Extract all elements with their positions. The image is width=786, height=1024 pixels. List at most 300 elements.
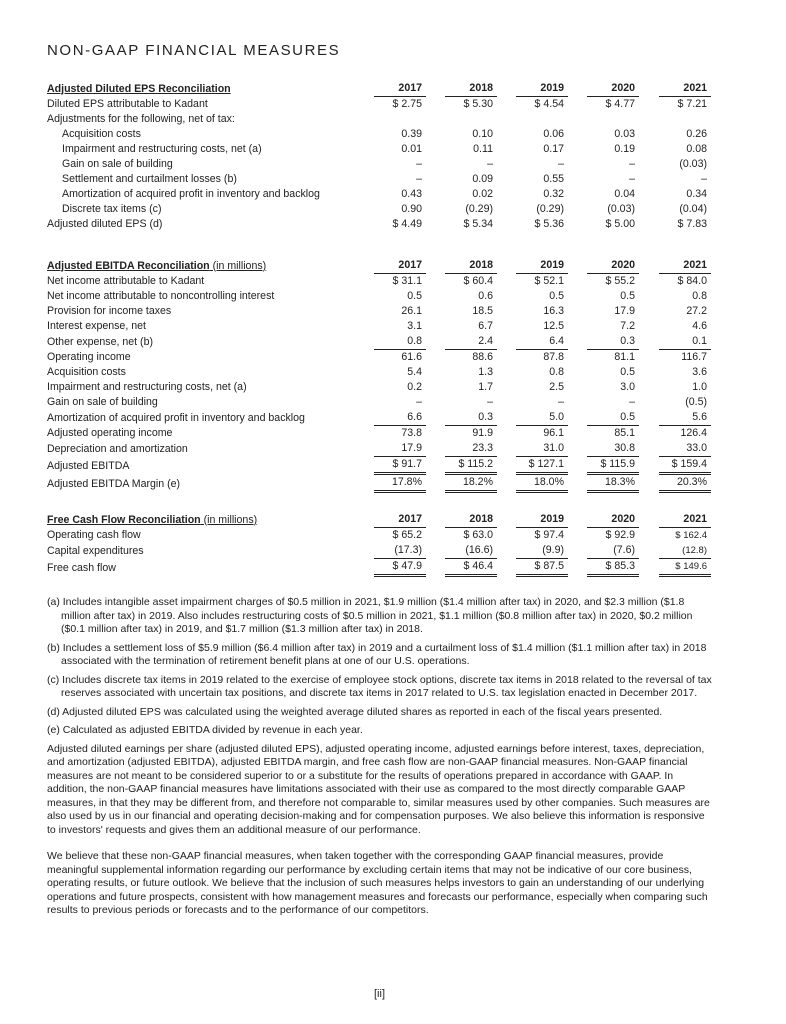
row-label: Operating cash flow (47, 529, 141, 541)
value-text: (9.9) (516, 543, 568, 559)
value-text: 126.4 (680, 427, 707, 439)
value-text: $ 115.9 (587, 457, 639, 475)
cell-value (568, 142, 639, 157)
non-gaap-definition-paragraph: Adjusted diluted earnings per share (adjusted diluted EPS), adjusted operating income, adjusted earnings before interest, taxes, depreciation, and amortization (adjusted EBITDA), adjusted EBITDA margin, and free cash flow are non-GAAP financial measures. Non-GAAP financial measures are not meant to be considered superior to or a substitute for the results of operations prepared in accordance with GAAP. In addition, the non-GAAP financial measures have limitations associated with their use as compared to the most directly comparable GAAP measures, in that they may be different from, and therefore not comparable to, similar measures used by other companies. Such measures are also used by us in our financial and operating decision-making and for compensation purposes. We also believe this information is responsive to investors' requests and gives them an additional measure of our performance. (47, 742, 710, 836)
value-text: 31.0 (516, 441, 568, 457)
value-text: 27.2 (686, 305, 707, 317)
value-text: 4.6 (692, 320, 707, 332)
cell-value (355, 441, 426, 457)
value-text: $ 65.2 (392, 529, 422, 541)
year-header (426, 512, 497, 528)
cell-value (497, 172, 568, 187)
value-text: 0.39 (401, 128, 422, 140)
row-label: Free cash flow (47, 561, 116, 574)
row-label: Settlement and curtailment losses (b) (62, 173, 237, 185)
value-text: – (629, 396, 635, 408)
value-text: 0.5 (587, 410, 639, 426)
footnote-b: (b) Includes a settlement loss of $5.9 million ($6.4 million after tax) in 2019 and a curtailment loss of $1.4 million ($1.1 million after tax) in 2018 associated with the termination of retirement benefit plans at one of our U.S. operations. (47, 641, 707, 667)
cell-value (355, 97, 426, 112)
value-text: – (558, 158, 564, 170)
value-text: 0.17 (543, 143, 564, 155)
cell-value (568, 528, 639, 543)
table-row (47, 543, 711, 559)
table-title: Free Cash Flow Reconciliation (47, 513, 201, 526)
cell-value (355, 217, 426, 232)
value-text: – (629, 173, 635, 185)
cell-value (639, 395, 711, 410)
table-units: (in millions) (209, 259, 267, 272)
cell-value (639, 457, 711, 475)
value-text: $ 85.3 (587, 559, 639, 577)
cell-value (355, 528, 426, 543)
cell-value (426, 395, 497, 410)
cell-value (355, 350, 426, 365)
cell-value (497, 334, 568, 350)
cell-value (426, 457, 497, 475)
value-text: $ 7.21 (677, 98, 707, 110)
year-header (497, 512, 568, 528)
cell-value (568, 172, 639, 187)
cell-value (355, 457, 426, 475)
value-text: $ 7.83 (677, 218, 707, 230)
cell-value (639, 142, 711, 157)
value-text: 17.8% (374, 475, 426, 493)
year-label: 2017 (374, 258, 426, 274)
year-header (355, 81, 426, 97)
value-text: – (487, 158, 493, 170)
cell-value (497, 559, 568, 577)
value-text: 0.5 (620, 290, 635, 302)
cell-value (355, 142, 426, 157)
footnote-a: (a) Includes intangible asset impairment charges of $0.5 million in 2021, $1.9 million ($1.4 million after tax) in 2020, and $2.3 million ($1.8 million after tax) in 2019. Also includes restructuring costs of $0.5 million in 2021, $1.1 million ($0.8 million after tax) in 2020, $0.2 million ($0.1 million after tax) in 2019, and $1.7 million ($1.3 million after tax) in 2018. (47, 596, 693, 635)
year-header (568, 81, 639, 97)
value-text: 2.5 (549, 381, 564, 393)
cell-value (426, 289, 497, 304)
table-header-row (47, 512, 711, 528)
cell-value (568, 441, 639, 457)
row-label: Depreciation and amortization (47, 442, 188, 455)
value-text: 0.09 (472, 173, 493, 185)
cell-value (355, 410, 426, 426)
cell-value (568, 112, 639, 127)
value-text: 0.03 (614, 128, 635, 140)
year-label: 2017 (374, 81, 426, 97)
value-text: $ 2.75 (392, 98, 422, 110)
value-text: 0.8 (692, 290, 707, 302)
cell-value (355, 289, 426, 304)
value-text: 30.8 (587, 441, 639, 457)
cell-value (355, 274, 426, 289)
table-title: Adjusted Diluted EPS Reconciliation (47, 82, 231, 95)
year-label: 2018 (445, 81, 497, 97)
year-header (568, 258, 639, 274)
value-text: 0.02 (472, 188, 493, 200)
page-number: [ii] (374, 988, 385, 1000)
value-text: (7.6) (587, 543, 639, 559)
row-label: Adjusted EBITDA (47, 459, 130, 472)
cell-value (497, 304, 568, 319)
year-label: 2018 (445, 258, 497, 274)
table-row (47, 304, 711, 319)
cell-value (497, 350, 568, 365)
cell-value (639, 334, 711, 350)
value-text: 18.2% (445, 475, 497, 493)
row-label: Diluted EPS attributable to Kadant (47, 98, 208, 110)
value-text: 5.6 (659, 410, 711, 426)
row-label: Capital expenditures (47, 544, 144, 557)
cell-value (568, 410, 639, 426)
cell-value (355, 127, 426, 142)
cell-value (426, 559, 497, 577)
value-text: 0.5 (620, 366, 635, 378)
value-text: 6.4 (516, 334, 568, 350)
table-row (47, 441, 711, 457)
value-text: (16.6) (445, 543, 497, 559)
value-text: – (416, 158, 422, 170)
value-text: 0.2 (407, 381, 422, 393)
cell-value (639, 157, 711, 172)
value-text: (17.3) (374, 543, 426, 559)
table-row (47, 217, 711, 232)
cell-value (568, 426, 639, 441)
value-text: $ 115.2 (445, 457, 497, 475)
year-label: 2020 (587, 81, 639, 97)
value-text: (0.29) (536, 203, 564, 215)
value-text: – (701, 173, 707, 185)
table-row (47, 457, 711, 475)
value-text: – (487, 396, 493, 408)
table-title: Adjusted EBITDA Reconciliation (47, 259, 210, 272)
value-text: (0.5) (685, 396, 707, 408)
table-row (47, 528, 711, 543)
table-header-row (47, 258, 711, 274)
value-text: 18.5 (472, 305, 493, 317)
value-text: (0.29) (465, 203, 493, 215)
value-text: 88.6 (472, 351, 493, 363)
cell-value (426, 334, 497, 350)
year-label: 2021 (659, 258, 711, 274)
cell-value (497, 319, 568, 334)
cell-value (568, 334, 639, 350)
cell-value (497, 127, 568, 142)
non-gaap-rationale-paragraph: We believe that these non-GAAP financial measures, when taken together with the corresponding GAAP financial measures, provide meaningful supplemental information regarding our performance by excluding certain items that may not be indicative of our core business, operating results, or future outlook. We believe that the inclusion of such measures helps investors to gain an understanding of our underlying operations and future prospects, consistent with how management measures and forecasts our performance, especially when comparing such results to previous periods or forecasts and to the performance of our competitors. (47, 850, 708, 916)
year-header (426, 81, 497, 97)
value-text: 85.1 (614, 427, 635, 439)
value-text: 16.3 (543, 305, 564, 317)
table-row (47, 559, 711, 577)
cell-value (355, 187, 426, 202)
cell-value (497, 112, 568, 127)
value-text: $ 159.4 (659, 457, 711, 475)
page-title: NON-GAAP FINANCIAL MEASURES (47, 42, 341, 59)
cell-value (497, 97, 568, 112)
row-label: Interest expense, net (47, 320, 146, 332)
row-label: Adjustments for the following, net of tax: (47, 113, 235, 125)
value-text: 0.90 (401, 203, 422, 215)
cell-value (639, 217, 711, 232)
footnote-c: (c) Includes discrete tax items in 2019 related to the exercise of employee stock options, discrete tax items in 2018 related to the reversal of tax reserves associated with uncertain tax positions, and discrete tax items in 2017 related to U.S. tax legislation enacted in December 2017. (47, 673, 712, 699)
table-row (47, 172, 711, 187)
year-header (639, 81, 711, 97)
cell-value (497, 528, 568, 543)
year-label: 2017 (374, 512, 426, 528)
cell-value (497, 142, 568, 157)
table-header-label (47, 512, 355, 528)
year-header (426, 258, 497, 274)
table-row (47, 202, 711, 217)
cell-value (568, 217, 639, 232)
cell-value (426, 441, 497, 457)
cell-value (426, 304, 497, 319)
row-label: Adjusted operating income (47, 427, 173, 439)
cell-value (426, 142, 497, 157)
value-text: 12.5 (543, 320, 564, 332)
value-text: 26.1 (401, 305, 422, 317)
table-row (47, 410, 711, 426)
row-label: Amortization of acquired profit in inventory and backlog (62, 188, 320, 200)
year-label: 2019 (516, 512, 568, 528)
year-label: 2021 (659, 512, 711, 528)
cell-value (639, 365, 711, 380)
row-label: Impairment and restructuring costs, net (a) (62, 143, 262, 155)
cell-value (426, 426, 497, 441)
value-text: (12.8) (659, 543, 711, 559)
value-text: $ 63.0 (463, 529, 493, 541)
cell-value (497, 441, 568, 457)
value-text: 23.3 (445, 441, 497, 457)
value-text: 20.3% (659, 475, 711, 493)
value-text: 87.8 (543, 351, 564, 363)
value-text: 0.8 (549, 366, 564, 378)
cell-value (639, 127, 711, 142)
table-row (47, 426, 711, 441)
value-text: $ 162.4 (675, 530, 707, 541)
cell-value (355, 395, 426, 410)
cell-value (497, 475, 568, 493)
table-units: (in millions) (200, 513, 258, 526)
cell-value (568, 304, 639, 319)
cell-value (355, 202, 426, 217)
cell-value (426, 157, 497, 172)
value-text: $ 55.2 (605, 275, 635, 287)
value-text: $ 91.7 (374, 457, 426, 475)
cell-value (639, 441, 711, 457)
value-text: 0.1 (659, 334, 711, 350)
cell-value (639, 202, 711, 217)
value-text: $ 60.4 (463, 275, 493, 287)
year-header (497, 258, 568, 274)
cell-value (639, 172, 711, 187)
value-text: 2.4 (445, 334, 497, 350)
cell-value (568, 202, 639, 217)
cell-value (639, 543, 711, 559)
value-text: (0.03) (679, 158, 707, 170)
table-header-label (47, 81, 355, 97)
cell-value (639, 528, 711, 543)
cell-value (497, 426, 568, 441)
cell-value (639, 289, 711, 304)
table-row (47, 274, 711, 289)
cell-value (355, 157, 426, 172)
value-text: 0.34 (686, 188, 707, 200)
ebitda-reconciliation-table (47, 258, 711, 493)
cell-value (426, 528, 497, 543)
cell-value (568, 380, 639, 395)
table-row (47, 475, 711, 493)
cell-value (497, 187, 568, 202)
year-header (355, 258, 426, 274)
table-row (47, 112, 711, 127)
value-text: 6.6 (374, 410, 426, 426)
cell-value (426, 475, 497, 493)
cell-value (355, 543, 426, 559)
cell-value (568, 543, 639, 559)
value-text: 1.3 (478, 366, 493, 378)
value-text: $ 97.4 (534, 529, 564, 541)
cell-value (568, 365, 639, 380)
row-label: Provision for income taxes (47, 305, 172, 317)
value-text: $ 4.77 (605, 98, 635, 110)
table-row (47, 127, 711, 142)
footnote-d: (d) Adjusted diluted EPS was calculated using the weighted average diluted shares as reported in each of the fiscal years presented. (47, 705, 663, 718)
value-text: 0.26 (686, 128, 707, 140)
value-text: $ 87.5 (516, 559, 568, 577)
cell-value (355, 172, 426, 187)
cell-value (639, 304, 711, 319)
cell-value (568, 289, 639, 304)
value-text: 0.43 (401, 188, 422, 200)
row-label: Gain on sale of building (62, 158, 173, 170)
value-text: 73.8 (401, 427, 422, 439)
cell-value (355, 559, 426, 577)
value-text: 0.5 (407, 290, 422, 302)
table-row (47, 289, 711, 304)
cell-value (568, 457, 639, 475)
value-text: $ 84.0 (677, 275, 707, 287)
cell-value (426, 97, 497, 112)
value-text: 1.0 (692, 381, 707, 393)
table-row (47, 97, 711, 112)
value-text: $ 4.54 (534, 98, 564, 110)
year-label: 2020 (587, 258, 639, 274)
year-label: 2020 (587, 512, 639, 528)
cell-value (355, 304, 426, 319)
cell-value (426, 202, 497, 217)
cell-value (568, 319, 639, 334)
value-text: $ 46.4 (445, 559, 497, 577)
table-row (47, 395, 711, 410)
row-label: Gain on sale of building (47, 396, 158, 408)
cell-value (497, 380, 568, 395)
row-label: Discrete tax items (c) (62, 203, 162, 215)
value-text: 5.4 (407, 366, 422, 378)
year-label: 2019 (516, 81, 568, 97)
value-text: 81.1 (614, 351, 635, 363)
value-text: $ 52.1 (534, 275, 564, 287)
cell-value (639, 410, 711, 426)
row-label: Net income attributable to Kadant (47, 275, 205, 287)
value-text: – (416, 173, 422, 185)
value-text: 0.04 (614, 188, 635, 200)
value-text: 3.0 (620, 381, 635, 393)
cell-value (497, 274, 568, 289)
cell-value (568, 127, 639, 142)
cell-value (497, 410, 568, 426)
value-text: $ 149.6 (659, 559, 711, 577)
footnotes (47, 596, 712, 923)
cell-value (568, 97, 639, 112)
value-text: $ 4.49 (392, 218, 422, 230)
cell-value (639, 559, 711, 577)
cell-value (639, 97, 711, 112)
row-label: Adjusted diluted EPS (d) (47, 218, 163, 230)
value-text: $ 31.1 (392, 275, 422, 287)
year-header (639, 512, 711, 528)
cell-value (639, 426, 711, 441)
value-text: (0.04) (679, 203, 707, 215)
value-text: 0.3 (445, 410, 497, 426)
row-label: Operating income (47, 351, 131, 363)
value-text: $ 5.30 (463, 98, 493, 110)
cell-value (355, 319, 426, 334)
cell-value (497, 202, 568, 217)
table-row (47, 334, 711, 350)
cell-value (426, 217, 497, 232)
free-cash-flow-table (47, 512, 711, 577)
value-text: 33.0 (659, 441, 711, 457)
value-text: 0.19 (614, 143, 635, 155)
value-text: 0.32 (543, 188, 564, 200)
cell-value (639, 274, 711, 289)
row-label: Impairment and restructuring costs, net (a) (47, 381, 247, 393)
table-row (47, 350, 711, 365)
cell-value (355, 112, 426, 127)
row-label: Amortization of acquired profit in inventory and backlog (47, 411, 305, 424)
cell-value (568, 395, 639, 410)
value-text: 3.6 (692, 366, 707, 378)
cell-value (568, 274, 639, 289)
cell-value (497, 157, 568, 172)
table-row (47, 319, 711, 334)
eps-reconciliation-table (47, 81, 711, 232)
cell-value (497, 289, 568, 304)
cell-value (639, 187, 711, 202)
row-label: Acquisition costs (62, 128, 141, 140)
table-row (47, 365, 711, 380)
value-text: 91.9 (472, 427, 493, 439)
row-label: Adjusted EBITDA Margin (e) (47, 477, 181, 490)
cell-value (426, 187, 497, 202)
cell-value (355, 365, 426, 380)
value-text: 3.1 (407, 320, 422, 332)
table-row (47, 187, 711, 202)
value-text: $ 47.9 (374, 559, 426, 577)
value-text: $ 5.00 (605, 218, 635, 230)
value-text: 5.0 (516, 410, 568, 426)
cell-value (355, 475, 426, 493)
year-label: 2019 (516, 258, 568, 274)
row-label: Net income attributable to noncontrolling interest (47, 290, 275, 302)
value-text: $ 127.1 (516, 457, 568, 475)
year-header (568, 512, 639, 528)
value-text: 0.06 (543, 128, 564, 140)
year-header (497, 81, 568, 97)
cell-value (639, 475, 711, 493)
cell-value (426, 350, 497, 365)
cell-value (426, 365, 497, 380)
cell-value (568, 187, 639, 202)
value-text: 0.10 (472, 128, 493, 140)
